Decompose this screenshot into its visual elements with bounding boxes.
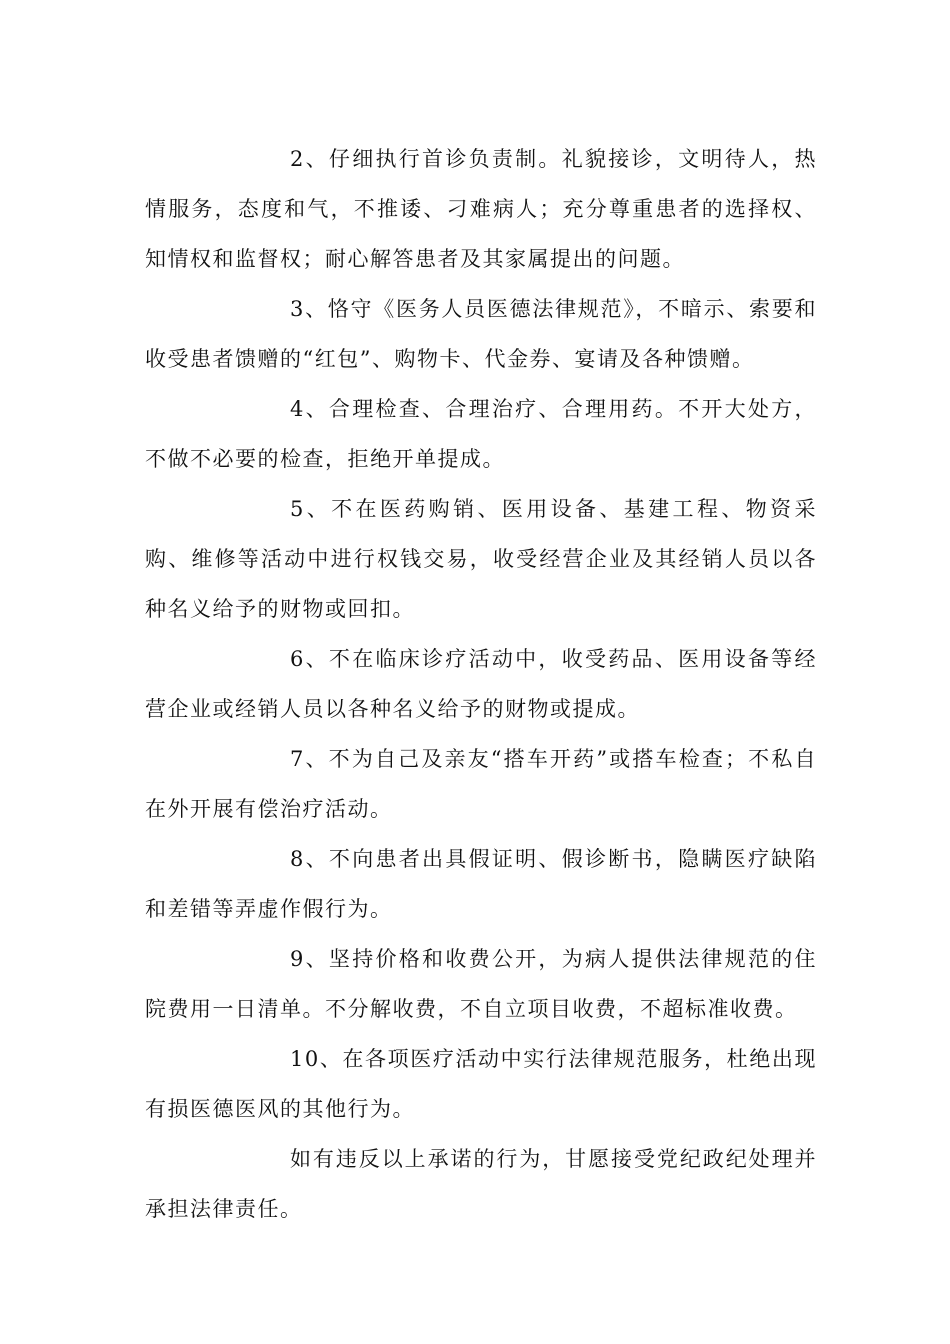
paragraph-item-4: 4、合理检查、合理治疗、合理用药。不开大处方，不做不必要的检查，拒绝开单提成。 bbox=[145, 397, 817, 471]
paragraph-item-10: 10、在各项医疗活动中实行法律规范服务，杜绝出现有损医德医风的其他行为。 bbox=[145, 1047, 817, 1121]
paragraph-item-8: 8、不向患者出具假证明、假诊断书，隐瞒医疗缺陷和差错等弄虚作假行为。 bbox=[145, 847, 817, 921]
paragraph-item-2: 2、仔细执行首诊负责制。礼貌接诊，文明待人，热情服务，态度和气，不推诿、刁难病人；充分尊重患者的选择权、知情权和监督权；耐心解答患者及其家属提出的问题。 bbox=[145, 147, 817, 271]
paragraph-item-6: 6、不在临床诊疗活动中，收受药品、医用设备等经营企业或经销人员以各种名义给予的财物或提成。 bbox=[145, 647, 817, 721]
paragraph-item-3: 3、恪守《医务人员医德法律规范》，不暗示、索要和收受患者馈赠的“红包”、购物卡、代金券、宴请及各种馈赠。 bbox=[145, 297, 817, 371]
paragraph-item-9: 9、坚持价格和收费公开，为病人提供法律规范的住院费用一日清单。不分解收费，不自立项目收费，不超标准收费。 bbox=[145, 947, 817, 1021]
paragraph-item-5: 5、不在医药购销、医用设备、基建工程、物资采购、维修等活动中进行权钱交易，收受经营企业及其经销人员以各种名义给予的财物或回扣。 bbox=[145, 497, 817, 621]
paragraph-item-7: 7、不为自己及亲友“搭车开药”或搭车检查；不私自在外开展有偿治疗活动。 bbox=[145, 747, 817, 821]
document-body bbox=[145, 134, 817, 1234]
closing-statement: 如有违反以上承诺的行为，甘愿接受党纪政纪处理并承担法律责任。 bbox=[145, 1147, 817, 1221]
